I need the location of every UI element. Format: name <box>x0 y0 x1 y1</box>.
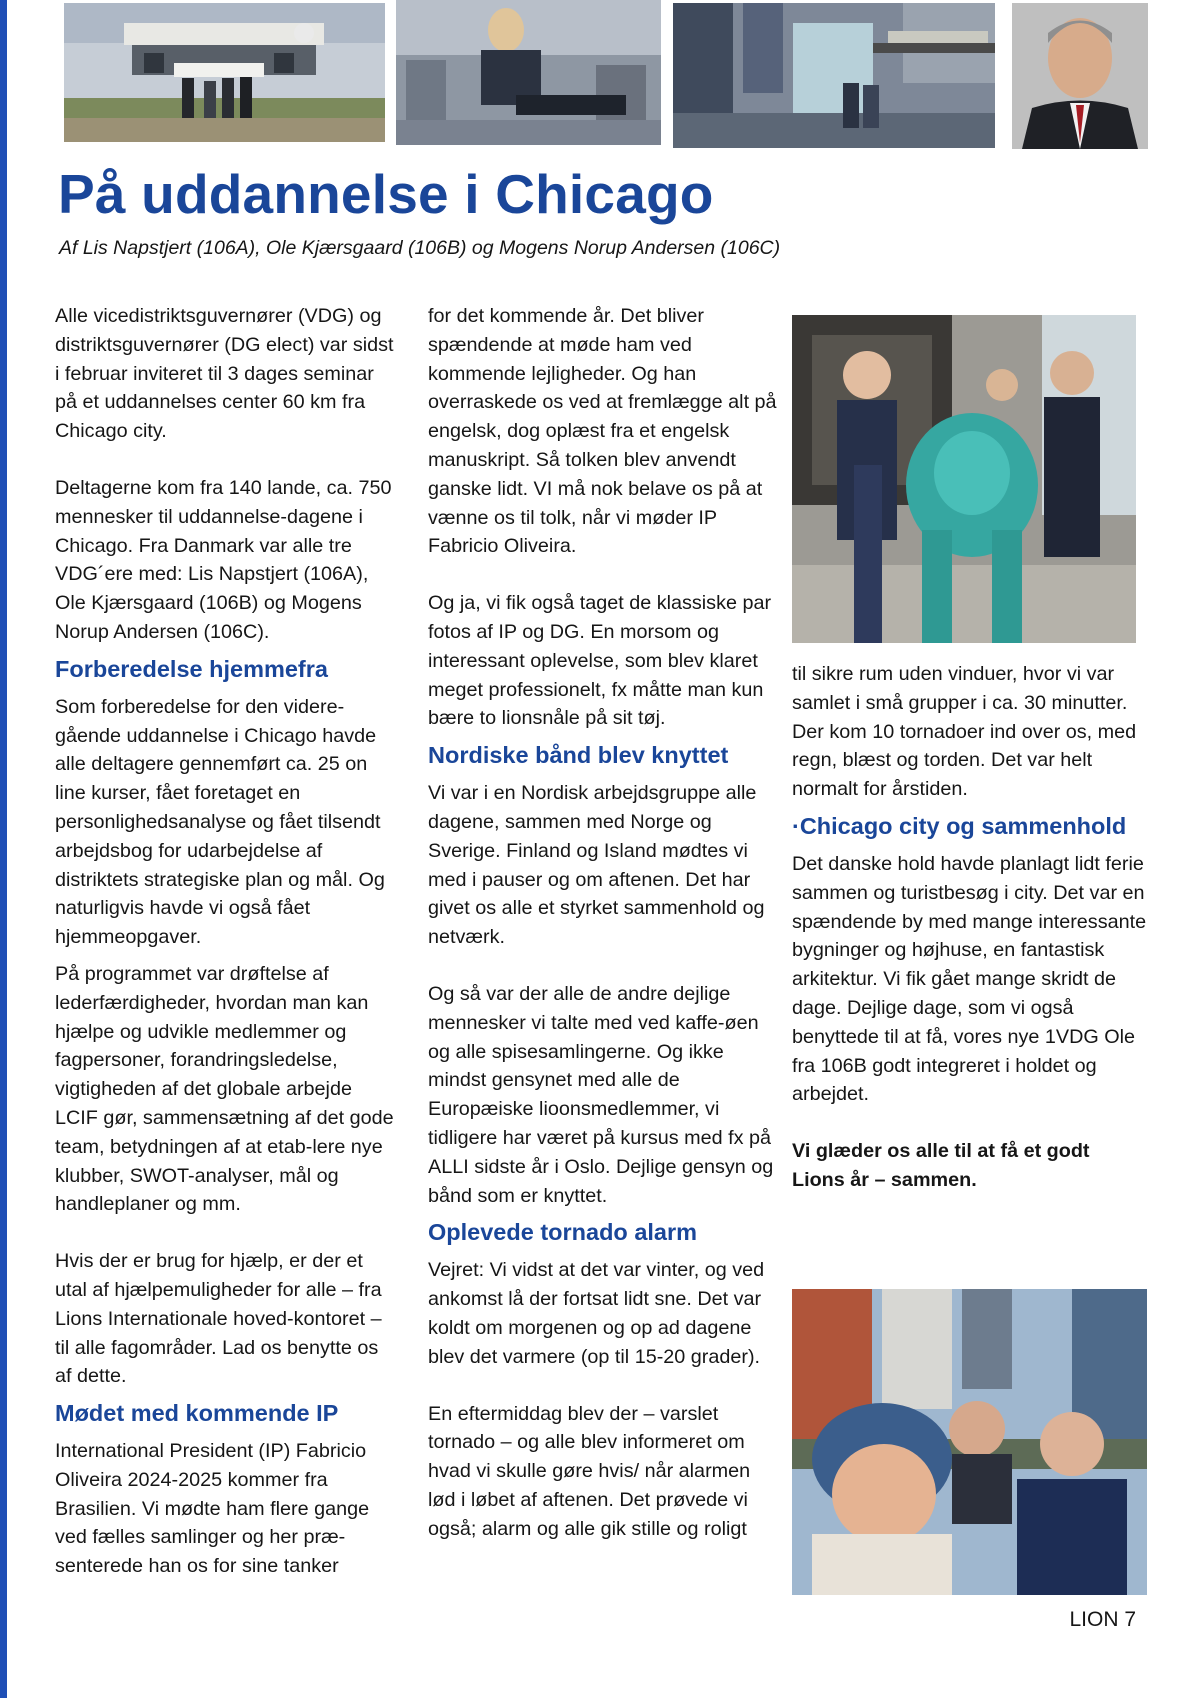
subheading-moedet-ip: Mødet med kommende IP <box>55 1400 339 1427</box>
paragraph: International President (IP) Fabricio Oliveira 2024-2025 kommer fra Brasilien. Vi mødte ham flere gange ved fælles samlinger og her præ-senterede han os for sine tanker <box>55 1440 370 1578</box>
closing-statement: Vi glæder os alle til at få et godt Lions år – sammen. <box>792 1140 1090 1191</box>
paragraph: En eftermiddag blev der – varslet tornado – og alle blev informeret om hvad vi skulle gøre hvis/ når alarmen lød i løbet af aftenen. Det prøvede vi også; alarm og alle gik stille og roligt <box>428 1402 751 1540</box>
article-title: På uddannelse i Chicago <box>58 163 714 225</box>
paragraph: Vejret: Vi vidst at det var vinter, og ved ankomst lå der fortsat lidt sne. Det var koldt om morgenen og op ad dagene blev det varmere (op til 15-20 grader). <box>428 1259 765 1368</box>
paragraph: Og ja, vi fik også taget de klassiske par fotos af IP og DG. En morsom og interessant oplevelse, som blev klaret meget professionelt, fx måtte man kun bære to lionsnåle på sit tøj. <box>428 592 772 730</box>
paragraph: Alle vicedistriktsguvernører (VDG) og distriktsguvernører (DG elect) var sidst i februar inviteret til 3 dages seminar på et uddannelses center 60 km fra Chicago city. <box>55 305 394 443</box>
paragraph: Det danske hold havde planlagt lidt ferie sammen og turistbesøg i city. Det var en spændende by med mange interessante bygninger og højhuse, en fantastisk arkitektur. Vi fik gået mange skridt de dage. Dejlige dage, som vi også benyttede til at få, vores nye 1VDG Ole fra 106B godt integreret i holdet og arbejdet. <box>792 852 1147 1106</box>
paragraph: Vi var i en Nordisk arbejdsgruppe alle dagene, sammen med Norge og Sverige. Finland og Island mødtes vi med i pauser og om aftenen. Det har givet os alle et styrket sammenhold og netværk. <box>428 782 765 949</box>
photo-skydeck <box>396 0 661 145</box>
paragraph: Og så var der alle de andre dejlige mennesker vi talte med ved kaffe-øen og alle spisesamlingerne. Og ikke mindst gensynet med alle de Europæiske lioonsmedlemmer, vi tidligere har været på kursus med fx på ALLI sidste år i Oslo. Dejlige gensyn og bånd som er knyttet. <box>428 982 774 1207</box>
photo-portrait <box>1012 3 1148 149</box>
column-1 <box>55 302 400 1609</box>
paragraph: Deltagerne kom fra 140 lande, ca. 750 mennesker til uddannelse-dagene i Chicago. Fra Danmark var alle tre VDG´ere med: Lis Napstjert (106A), Ole Kjærsgaard (106B) og Mogens Norup Andersen (106C). <box>55 476 392 643</box>
column-3 <box>792 660 1147 1223</box>
column-2 <box>428 302 783 1571</box>
paragraph: Som forberedelse for den videre-gående uddannelse i Chicago havde alle deltagere gennemført ca. 25 on line kurser, fået foretaget en personlighedsanalyse og fået tilsendt arbejdsbog for udarbejdelse af distriktets strategiske plan og mål. Og naturligvis havde vi også fået hjemmeopgaver. <box>55 695 385 949</box>
paragraph: til sikre rum uden vinduer, hvor vi var samlet i små grupper i ca. 30 minutter. Der kom 10 tornadoer ind over os, med regn, blæst og torden. Det var helt normalt for årstiden. <box>792 663 1137 801</box>
paragraph: Hvis der er brug for hjælp, er der et utal af hjælpemuligheder for alle – fra Lions Internationale hoved-kontoret – til alle fagområder. Lad os benytte os af dette. <box>55 1250 382 1388</box>
page-number: LION 7 <box>1069 1608 1136 1631</box>
article-byline: Af Lis Napstjert (106A), Ole Kjærsgaard (106B) og Mogens Norup Andersen (106C) <box>59 237 781 259</box>
paragraph: for det kommende år. Det bliver spændende at møde ham ved kommende lejligheder. Og han overraskede os ved at fremlægge alt på engelsk, dog oplæst fra et engelsk manuskript. Så tolken blev anvendt ganske lidt. VI må nok belave os på at vænne os til tolk, når vi møder IP Fabricio Oliveira. <box>428 305 777 558</box>
paragraph: På programmet var drøftelse af lederfærdigheder, hvordan man kan hjælpe og udvikle medlemmer og fagpersoner, forandringsledelse, vigtigheden af det globale arbejde LCIF gør, sammensætning af det gode team, betydningen af at etab-lere nye klubber, SWOT-analyser, mål og handleplaner og mm. <box>55 962 394 1216</box>
photo-lion-statue <box>792 315 1136 643</box>
subheading-chicago-city: ·Chicago city og sammenhold <box>792 812 1127 839</box>
photo-selfie <box>792 1289 1147 1595</box>
subheading-forberedelse: Forberedelse hjemmefra <box>55 655 328 682</box>
photo-riverwalk <box>673 3 995 148</box>
left-accent-bar <box>0 0 7 1698</box>
photo-lions-building <box>64 3 385 142</box>
subheading-nordiske-baand: Nordiske bånd blev knyttet <box>428 742 729 769</box>
subheading-tornado-alarm: Oplevede tornado alarm <box>428 1219 698 1246</box>
